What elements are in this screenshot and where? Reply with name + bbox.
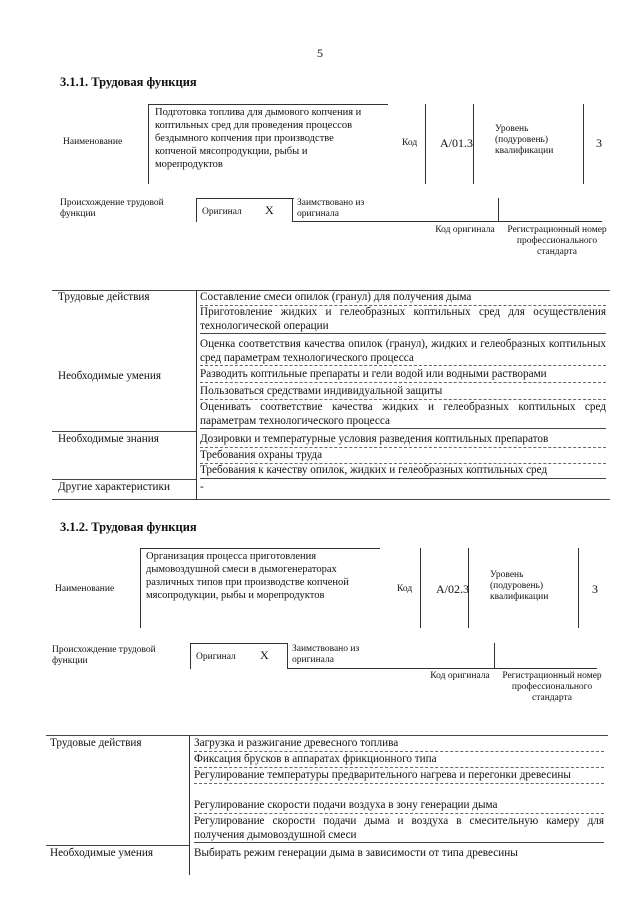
table-cell: Дозировки и температурные условия разведения коптильных препаратов bbox=[200, 433, 606, 448]
level-value-1: 3 bbox=[596, 136, 602, 150]
table-cell: Выбирать режим генерации дыма в зависимости от типа древесины bbox=[194, 847, 518, 859]
group-label: Трудовые действия bbox=[50, 737, 142, 749]
borrowed-label-2: Заимствовано из оригинала bbox=[292, 644, 360, 665]
table-cell: Требования к качеству опилок, жидких и гелеобразных коптильных сред bbox=[200, 464, 606, 479]
box-border bbox=[578, 548, 579, 628]
group-label: Необходимые умения bbox=[58, 370, 161, 382]
table-cell: Оценивать соответствие качества жидких и гелеобразных коптильных сред параметрам технологического процесса bbox=[200, 401, 606, 429]
table-divider bbox=[189, 735, 190, 875]
section-heading-1: 3.1.1. Трудовая функция bbox=[60, 75, 197, 89]
table-cell: Требования охраны труда bbox=[200, 449, 606, 464]
group-label: Необходимые умения bbox=[50, 847, 153, 859]
table-cell: Оценка соответствия качества опилок (гранул), жидких и гелеобразных коптильных сред параметрам технологического процесса bbox=[200, 338, 606, 366]
box-border bbox=[292, 198, 293, 222]
origin-label-1: Происхождение трудовой функции bbox=[60, 198, 164, 219]
table-cell: Разводить коптильные препараты и гели водой или водными растворами bbox=[200, 368, 606, 383]
original-label-2: Оригинал bbox=[196, 652, 236, 662]
table-top-border bbox=[46, 735, 608, 736]
box-border bbox=[190, 643, 288, 644]
table-cell: Составление смеси опилок (гранул) для получения дыма bbox=[200, 291, 606, 306]
original-mark-1: X bbox=[265, 203, 274, 217]
reg-label-2: Регистрационный номер профессионального стандарта bbox=[502, 671, 602, 703]
code-value-2: A/02.3 bbox=[436, 582, 469, 596]
box-border bbox=[140, 548, 380, 549]
box-border bbox=[148, 104, 388, 105]
table-cell: Регулирование скорости подачи воздуха в зону генерации дыма bbox=[194, 799, 604, 814]
origin-label-2: Происхождение трудовой функции bbox=[52, 645, 156, 666]
table-cell: Регулирование температуры предварительного нагрева и перегонки древесины bbox=[194, 769, 604, 784]
code-orig-label-2: Код оригинала bbox=[430, 671, 490, 681]
reg-label-1: Регистрационный номер профессионального стандарта bbox=[507, 225, 607, 257]
box-border bbox=[140, 548, 141, 628]
table-cell: Фиксация брусков в аппаратах фрикционного типа bbox=[194, 753, 604, 768]
group-label: Необходимые знания bbox=[58, 433, 159, 445]
table-cell: Регулирование скорости подачи дыма и воздуха в смесительную камеру для получения дымовоздушной смеси bbox=[194, 815, 604, 843]
borrowed-label-1: Заимствовано из оригинала bbox=[297, 198, 365, 219]
name-label-2: Наименование bbox=[55, 584, 115, 594]
level-label-1: Уровень (подуровень) квалификации bbox=[495, 124, 554, 156]
box-border bbox=[583, 104, 584, 184]
level-label-2: Уровень (подуровень) квалификации bbox=[490, 570, 549, 602]
code-value-1: A/01.3 bbox=[440, 136, 473, 150]
original-label-1: Оригинал bbox=[202, 207, 242, 217]
box-border bbox=[494, 643, 495, 669]
box-border bbox=[420, 548, 421, 628]
group-label: Трудовые действия bbox=[58, 291, 150, 303]
table-cell: - bbox=[200, 481, 204, 493]
code-label-2: Код bbox=[397, 584, 413, 594]
code-orig-label-1: Код оригинала bbox=[435, 225, 495, 235]
table-cell: Пользоваться средствами индивидуальной защиты bbox=[200, 385, 606, 400]
box-border bbox=[190, 643, 191, 669]
box-border bbox=[287, 668, 597, 669]
box-border bbox=[287, 643, 288, 669]
table-row-border bbox=[52, 431, 196, 432]
box-border bbox=[148, 104, 149, 184]
table-cell: Приготовление жидких и гелеобразных коптильных сред для осуществления технологической операции bbox=[200, 306, 606, 334]
table-bottom-border bbox=[52, 499, 610, 500]
section-heading-2: 3.1.2. Трудовая функция bbox=[60, 520, 197, 534]
table-cell: Загрузка и разжигание древесного топлива bbox=[194, 737, 604, 752]
function-name-1: Подготовка топлива для дымового копчения и коптильных сред для проведения процессов бездымного копчения при производстве копченой мясопродукции, рыбы и морепродуктов bbox=[155, 107, 362, 170]
page-number: 5 bbox=[317, 46, 323, 60]
box-border bbox=[425, 104, 426, 184]
box-border bbox=[196, 198, 294, 199]
group-label: Другие характеристики bbox=[58, 481, 170, 493]
original-mark-2: X bbox=[260, 648, 269, 662]
table-row-border bbox=[46, 845, 189, 846]
code-label-1: Код bbox=[402, 138, 418, 148]
table-divider bbox=[196, 290, 197, 500]
function-name-2: Организация процесса приготовления дымовоздушной смеси в дымогенераторах различных типов при производстве копченой мясопродукции, рыбы и морепродуктов bbox=[146, 551, 349, 601]
level-value-2: 3 bbox=[592, 582, 598, 596]
box-border bbox=[196, 198, 197, 222]
box-border bbox=[498, 198, 499, 222]
box-border bbox=[473, 104, 474, 184]
name-label-1: Наименование bbox=[63, 137, 123, 147]
table-row-border bbox=[52, 479, 196, 480]
box-border bbox=[292, 221, 602, 222]
